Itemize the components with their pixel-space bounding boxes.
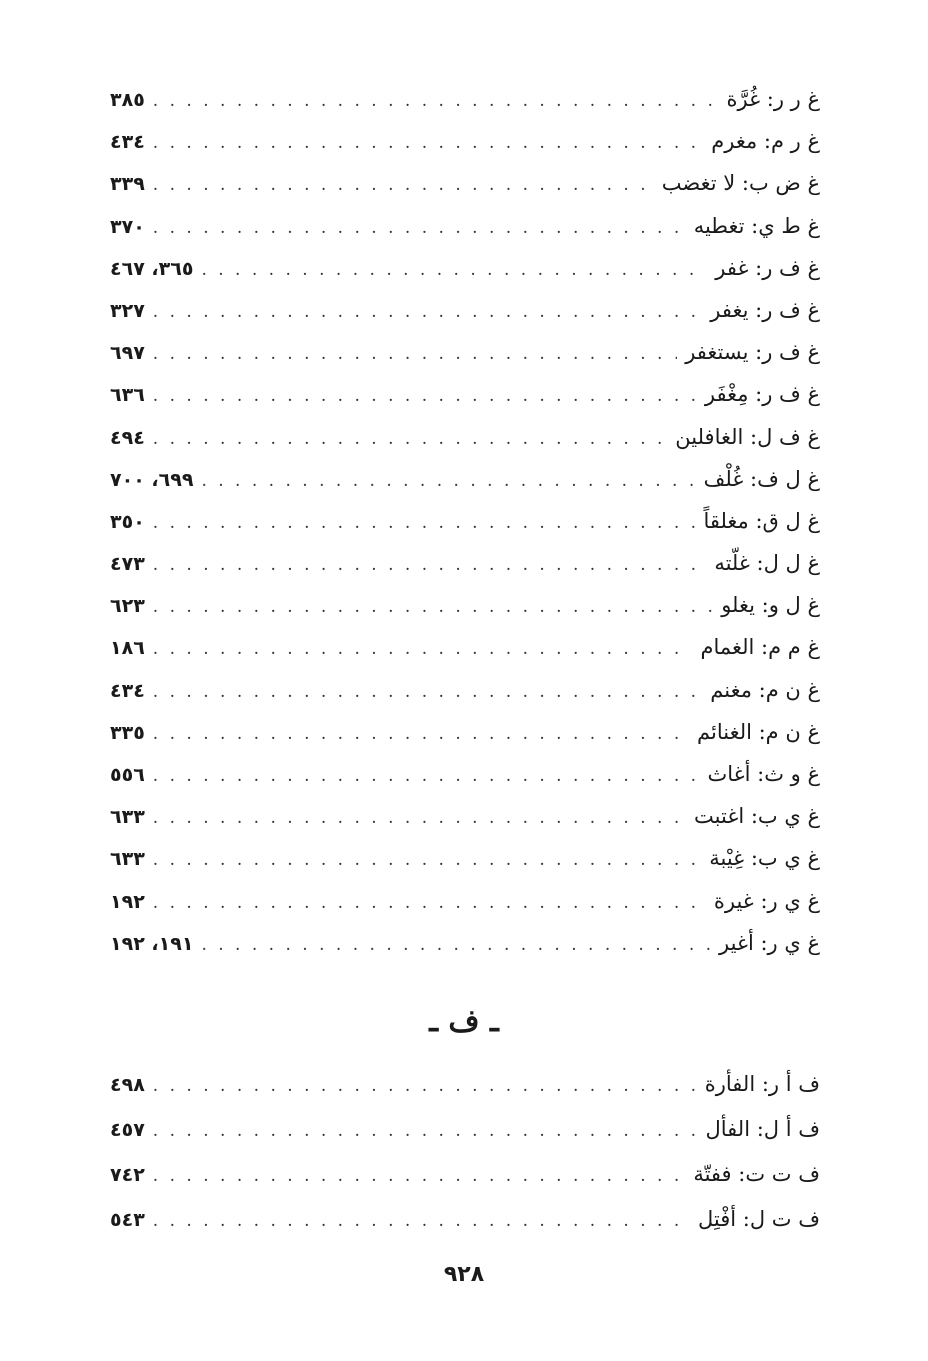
entry-term: غ ف ل: الغافلين [675,424,820,449]
entry-pages: ٤٣٤ [110,679,145,702]
entry-pages: ١٩١، ١٩٢ [110,932,194,955]
entry-term: ف ت ت: ففتّة [693,1162,820,1186]
entry-term: غ و ث: أغاث [707,762,820,786]
entry-term: غ ل ق: مغلقاً [703,508,820,533]
dot-leader [201,460,695,502]
index-entry [110,1197,820,1242]
entry-pages: ٤٥٧ [110,1119,145,1141]
dot-leader [153,333,677,375]
dot-leader [153,375,697,417]
dot-leader [201,249,707,291]
dot-leader [153,1064,697,1109]
dot-leader [153,122,703,164]
index-entry [110,1152,820,1197]
dot-leader [153,291,702,333]
dot-leader [153,671,702,713]
section-header-fa: ـ ف ـ [429,1004,499,1039]
index-entry [110,711,820,753]
ghain-entries-list [110,78,820,964]
entry-term: غ ل و: يغلو [721,593,820,618]
entry-term: غ ر م: مغرم [711,129,820,154]
index-entry [110,1062,820,1107]
index-entry [110,247,820,289]
dot-leader [153,628,693,670]
index-entry [110,922,820,964]
entry-term: غ ر ر: غُرَّة [726,87,820,111]
entry-pages: ٣٥٠ [110,510,145,533]
entry-term: ف أ ل: الفأل [705,1117,820,1141]
index-entry [110,880,820,922]
index-entry [110,120,820,162]
entry-pages: ٣٧٠ [110,215,145,238]
index-entry [110,584,820,626]
entry-pages: ٦٩٧ [110,342,145,365]
entry-term: غ ل ف: غُلْف [703,466,820,491]
entry-pages: ٣٢٧ [110,299,145,322]
dot-leader [153,755,700,797]
entry-pages: ٣٨٥ [110,89,145,111]
dot-leader [153,544,707,586]
entry-pages: ٦٩٩، ٧٠٠ [110,468,194,491]
index-entry [110,669,820,711]
index-entry [110,837,820,879]
entry-pages: ٤٧٣ [110,553,145,576]
entry-pages: ٦٢٣ [110,595,145,618]
dot-leader [201,924,711,966]
entry-term: غ ي ر: غيرة [713,888,820,913]
index-entry [110,78,820,120]
entry-term: غ ي ب: غِيْبة [709,846,820,871]
dot-leader [153,586,713,628]
index-entry [110,289,820,331]
fa-entries-list [110,1062,820,1242]
dot-leader [153,1154,686,1199]
entry-pages: ٧٤٢ [110,1164,145,1186]
dot-leader [153,164,654,206]
dot-leader [153,207,686,249]
index-entry [110,626,820,668]
index-entry [110,753,820,795]
entry-term: ف ت ل: أفْتِل [697,1207,820,1231]
entry-pages: ١٨٦ [110,637,145,660]
dot-leader [153,1199,690,1244]
entry-pages: ٤٣٤ [110,131,145,154]
index-entry [110,416,820,458]
entry-term: غ ف ر: يستغفر [685,340,820,365]
entry-term: غ ف ر: يغفر [710,297,820,322]
entry-pages: ٥٥٦ [110,764,145,786]
entry-pages: ٣٦٥، ٤٦٧ [110,257,194,280]
entry-pages: ٤٩٨ [110,1074,145,1096]
dot-leader [153,1109,698,1154]
page-number: ٩٢٨ [443,1262,485,1287]
entry-term: غ ي ب: اغتبت [694,804,820,829]
index-entry [110,542,820,584]
entry-term: غ ل ل: غلّته [714,551,820,576]
dot-leader [153,713,689,755]
dot-leader [153,502,696,544]
entry-term: غ ط ي: تغطيه [693,213,820,238]
index-entry [110,373,820,415]
entry-pages: ٤٩٤ [110,426,145,449]
dot-leader [153,839,701,881]
dot-leader [153,797,686,839]
entry-pages: ٦٣٣ [110,806,145,829]
dot-leader [153,80,719,122]
dot-leader [153,418,667,460]
entry-term: غ م م: الغمام [700,635,820,660]
entry-pages: ٦٣٣ [110,848,145,871]
entry-pages: ٥٤٣ [110,1209,145,1231]
entry-pages: ١٩٢ [110,890,145,913]
index-entry [110,500,820,542]
entry-term: غ ن م: الغنائم [697,719,820,744]
index-entry [110,205,820,247]
entry-term: غ ف ر: غفر [715,255,820,280]
dot-leader [153,882,706,924]
index-entry [110,331,820,373]
entry-pages: ٣٣٩ [110,173,145,196]
entry-term: غ ف ر: مِغْفَر [704,382,820,407]
index-entry [110,162,820,204]
index-entry [110,795,820,837]
entry-term: غ ي ر: أغير [719,930,820,955]
entry-term: ف أ ر: الفأرة [704,1072,820,1096]
index-entry [110,1107,820,1152]
entry-pages: ٦٣٦ [110,384,145,407]
index-entry [110,458,820,500]
entry-pages: ٣٣٥ [110,721,145,744]
entry-term: غ ض ب: لا تغضب [661,171,820,196]
entry-term: غ ن م: مغنم [710,677,820,702]
